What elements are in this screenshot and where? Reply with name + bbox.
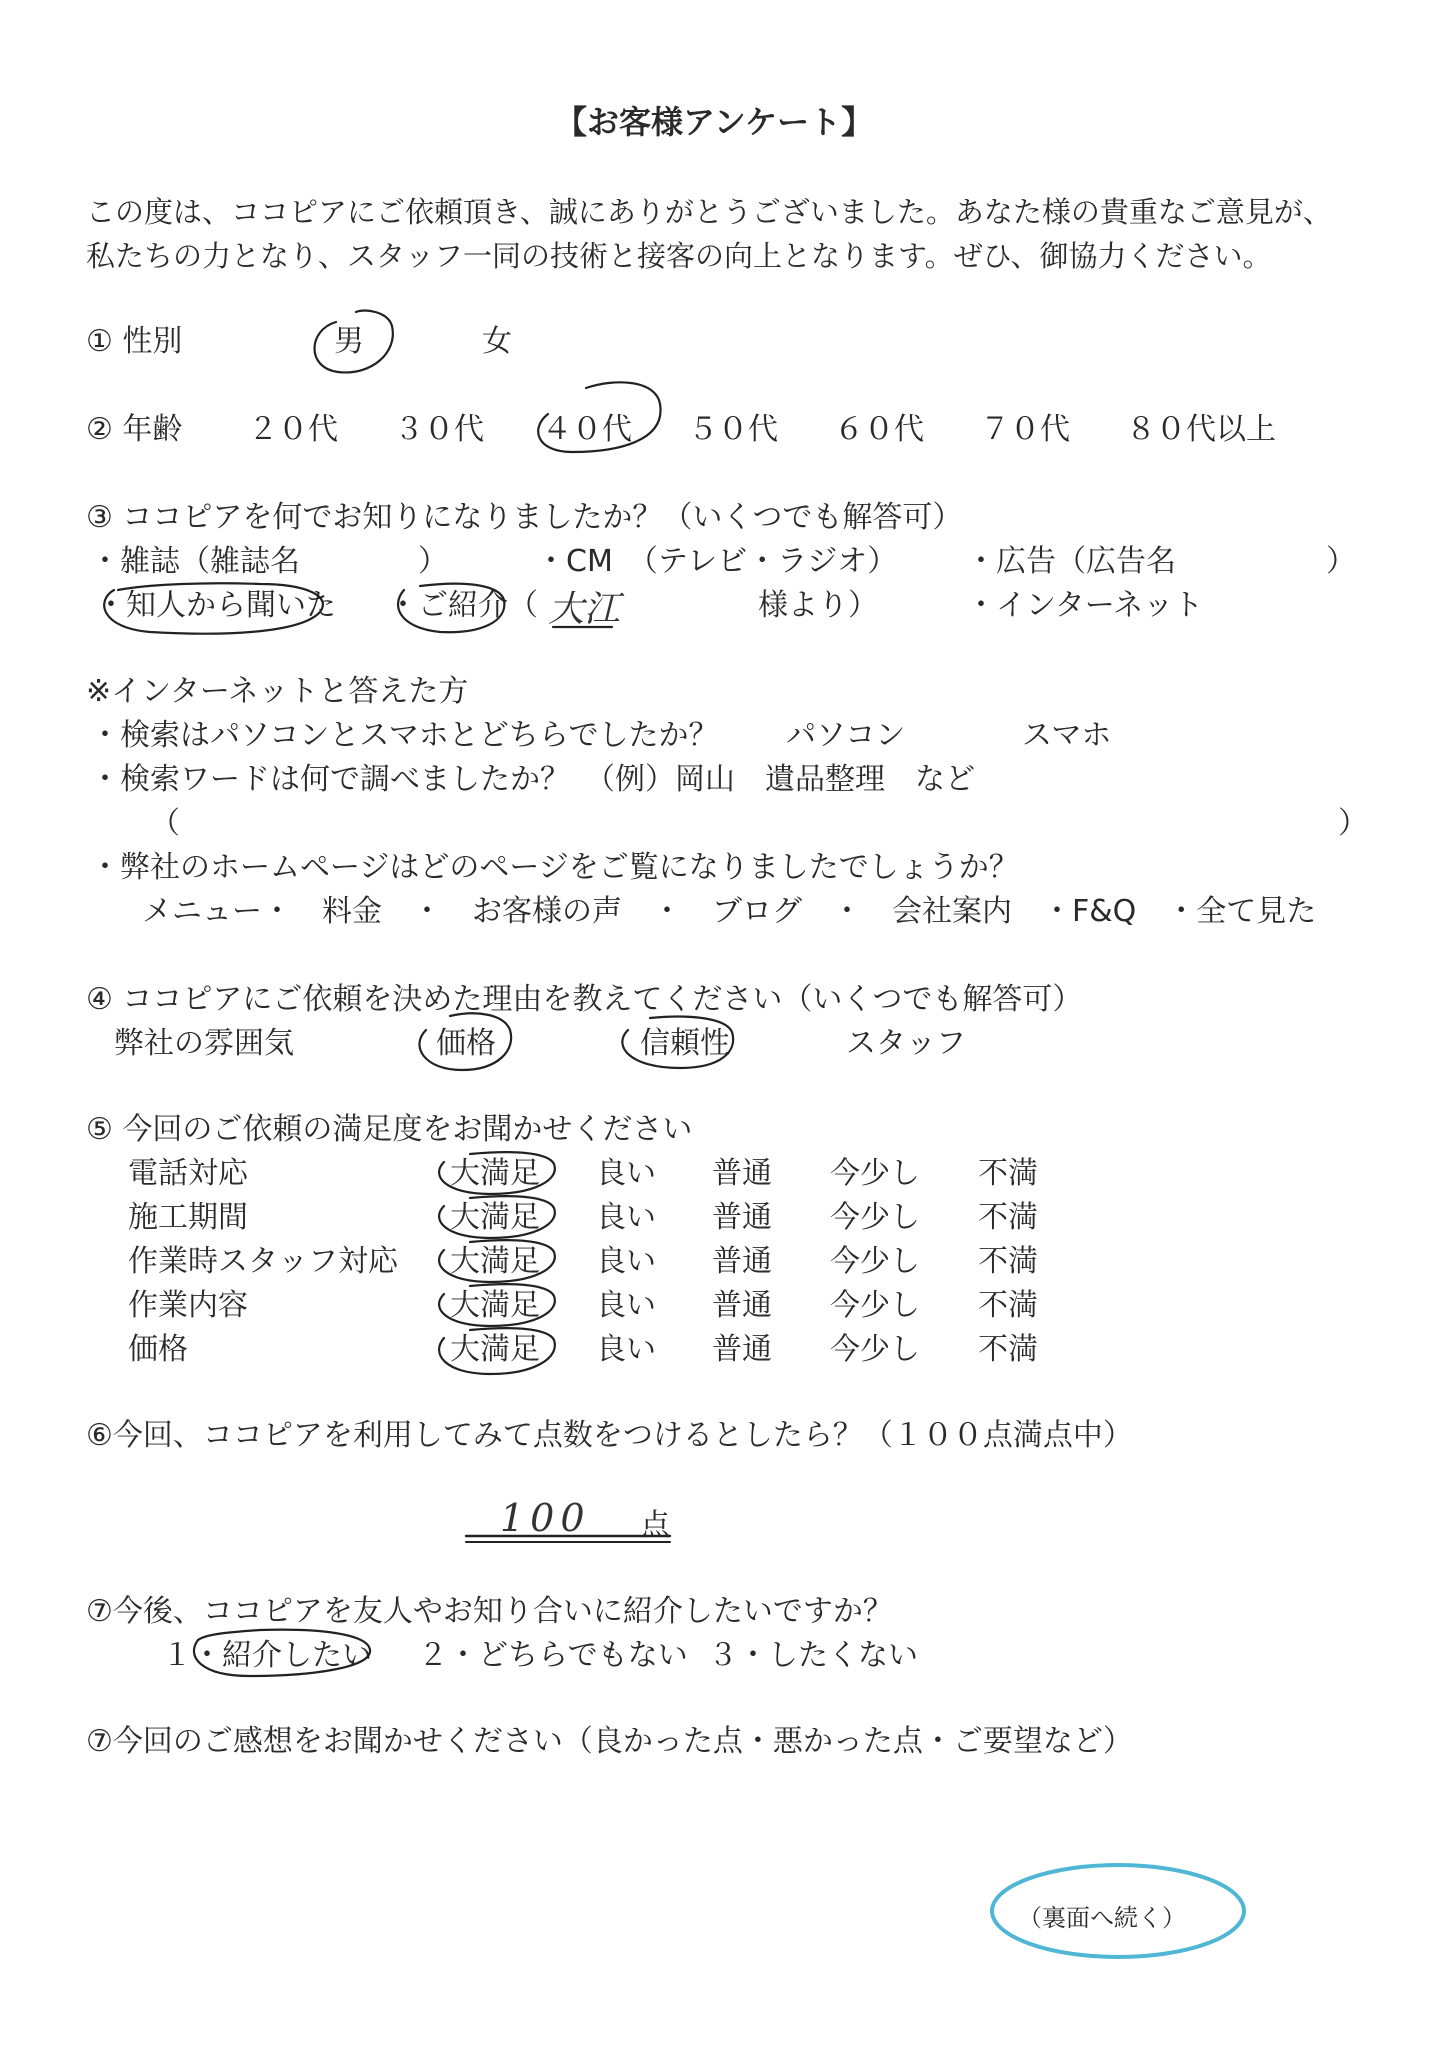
internet-pages-question: ・弊社のホームページはどのページをご覧になりましたでしょうか？ <box>90 850 1019 885</box>
q8-label: ⑦今回のご感想をお聞かせください（良かった点・悪かった点・ご要望など） <box>86 1724 1133 1759</box>
q6-label: ⑥今回、ココピアを利用してみて点数をつけるとしたら？（１００点満点中） <box>86 1418 1133 1453</box>
q4-option-atmosphere[interactable]: 弊社の雰囲気 <box>114 1026 294 1061</box>
q5-label: ⑤ 今回のご依頼の満足度をお聞かせください <box>86 1112 693 1147</box>
q2-option-20s[interactable]: ２０代 <box>248 412 338 447</box>
q5-row-option-dissatisfied[interactable]: 不満 <box>978 1288 1038 1323</box>
q1-option-female[interactable]: 女 <box>482 324 512 359</box>
referral-name-handwritten: 大江 <box>548 589 621 630</box>
q5-row-option-dissatisfied[interactable]: 不満 <box>978 1244 1038 1279</box>
q3-option-magazine[interactable]: ・雑誌（雑誌名 <box>90 544 300 579</box>
q5-row-option-slightly[interactable]: 今少し <box>830 1156 920 1191</box>
q3-option-referral[interactable]: ・ご紹介（ <box>388 588 538 623</box>
q7-label: ⑦今後、ココピアを友人やお知り合いに紹介したいですか？ <box>86 1594 893 1629</box>
q3-ad-close: ） <box>1326 544 1356 579</box>
internet-pages-options[interactable]: メニュー・ 料金 ・ お客様の声 ・ ブログ ・ 会社案内 ・F&Q ・全て見た <box>142 894 1317 929</box>
internet-heading: ※インターネットと答えた方 <box>86 674 469 709</box>
continue-note: （裏面へ続く） <box>1018 1904 1186 1932</box>
q5-row-item: 施工期間 <box>128 1200 248 1235</box>
internet-keyword-question: ・検索ワードは何で調べましたか？ （例）岡山 遺品整理 など <box>90 762 975 797</box>
q5-row-option-slightly[interactable]: 今少し <box>830 1244 920 1279</box>
q5-row-option-good[interactable]: 良い <box>596 1156 656 1191</box>
q5-row-option-very-satisfied[interactable]: 大満足 <box>450 1332 540 1367</box>
internet-option-smartphone[interactable]: スマホ <box>1022 718 1112 753</box>
page-title: 【お客様アンケート】 <box>555 103 874 141</box>
q2-option-80s-plus[interactable]: ８０代以上 <box>1126 412 1276 447</box>
q5-row-option-average[interactable]: 普通 <box>712 1288 772 1323</box>
q5-row-option-slightly[interactable]: 今少し <box>830 1288 920 1323</box>
q3-option-cm[interactable]: ・CM （テレビ・ラジオ） <box>536 544 898 579</box>
q5-row-option-very-satisfied[interactable]: 大満足 <box>450 1244 540 1279</box>
q4-option-trust[interactable]: 信頼性 <box>640 1026 730 1061</box>
q5-row-item: 電話対応 <box>128 1156 248 1191</box>
q5-row-option-very-satisfied[interactable]: 大満足 <box>450 1288 540 1323</box>
q3-label: ③ ココピアを何でお知りになりましたか？（いくつでも解答可） <box>86 500 963 535</box>
q7-option-neutral[interactable]: ２・どちらでもない <box>418 1638 688 1673</box>
q5-row-option-very-satisfied[interactable]: 大満足 <box>450 1200 540 1235</box>
q5-row-option-good[interactable]: 良い <box>596 1200 656 1235</box>
q5-row-option-average[interactable]: 普通 <box>712 1244 772 1279</box>
q3-option-heard[interactable]: ・知人から聞いた <box>96 588 336 623</box>
q2-label: ② 年齢 <box>86 412 183 447</box>
q5-row-option-good[interactable]: 良い <box>596 1332 656 1367</box>
q5-row-option-average[interactable]: 普通 <box>712 1332 772 1367</box>
q5-row-item: 価格 <box>128 1332 188 1367</box>
intro-line-2: 私たちの力となり、スタッフ一同の技術と接客の向上となります。ぜひ、御協力ください。 <box>86 239 1272 273</box>
keyword-paren-open: （ <box>150 806 180 841</box>
q2-option-50s[interactable]: ５０代 <box>688 412 778 447</box>
internet-device-question: ・検索はパソコンとスマホとどちらでしたか？ <box>90 718 719 753</box>
q3-option-internet[interactable]: ・インターネット <box>966 588 1204 623</box>
q1-label: ① 性別 <box>86 324 183 359</box>
q5-row-option-good[interactable]: 良い <box>596 1244 656 1279</box>
q5-row-item: 作業時スタッフ対応 <box>128 1244 398 1279</box>
q7-option-not-recommend[interactable]: ３・したくない <box>708 1638 918 1673</box>
q4-option-staff[interactable]: スタッフ <box>846 1026 966 1061</box>
q5-row-option-very-satisfied[interactable]: 大満足 <box>450 1156 540 1191</box>
q3-referral-suffix: 様より） <box>758 588 878 623</box>
q5-row-option-dissatisfied[interactable]: 不満 <box>978 1332 1038 1367</box>
q2-option-40s[interactable]: ４０代 <box>542 412 632 447</box>
internet-option-pc[interactable]: パソコン <box>786 718 906 753</box>
q5-row-option-average[interactable]: 普通 <box>712 1156 772 1191</box>
q5-row-option-average[interactable]: 普通 <box>712 1200 772 1235</box>
q2-option-30s[interactable]: ３０代 <box>394 412 484 447</box>
q4-option-price[interactable]: 価格 <box>436 1026 496 1061</box>
q6-score-unit: 点 <box>640 1508 670 1543</box>
q5-row-option-dissatisfied[interactable]: 不満 <box>978 1156 1038 1191</box>
q3-magazine-close: ） <box>418 544 448 579</box>
q5-row-option-dissatisfied[interactable]: 不満 <box>978 1200 1038 1235</box>
q5-row-option-slightly[interactable]: 今少し <box>830 1332 920 1367</box>
q7-option-recommend[interactable]: １・紹介したい <box>162 1638 372 1673</box>
q6-score-handwritten[interactable]: 100 <box>500 1496 591 1540</box>
q5-row-option-good[interactable]: 良い <box>596 1288 656 1323</box>
q4-label: ④ ココピアにご依頼を決めた理由を教えてください（いくつでも解答可） <box>86 982 1083 1017</box>
q5-row-item: 作業内容 <box>128 1288 248 1323</box>
keyword-paren-close: ） <box>1338 806 1368 841</box>
q3-option-ad[interactable]: ・広告（広告名 <box>966 544 1176 579</box>
q2-option-70s[interactable]: ７０代 <box>980 412 1070 447</box>
q1-option-male[interactable]: 男 <box>334 324 364 359</box>
intro-line-1: この度は、ココピアにご依頼頂き、誠にありがとうございました。あなた様の貴重なご意見が、 <box>86 195 1332 229</box>
q2-option-60s[interactable]: ６０代 <box>834 412 924 447</box>
q5-row-option-slightly[interactable]: 今少し <box>830 1200 920 1235</box>
